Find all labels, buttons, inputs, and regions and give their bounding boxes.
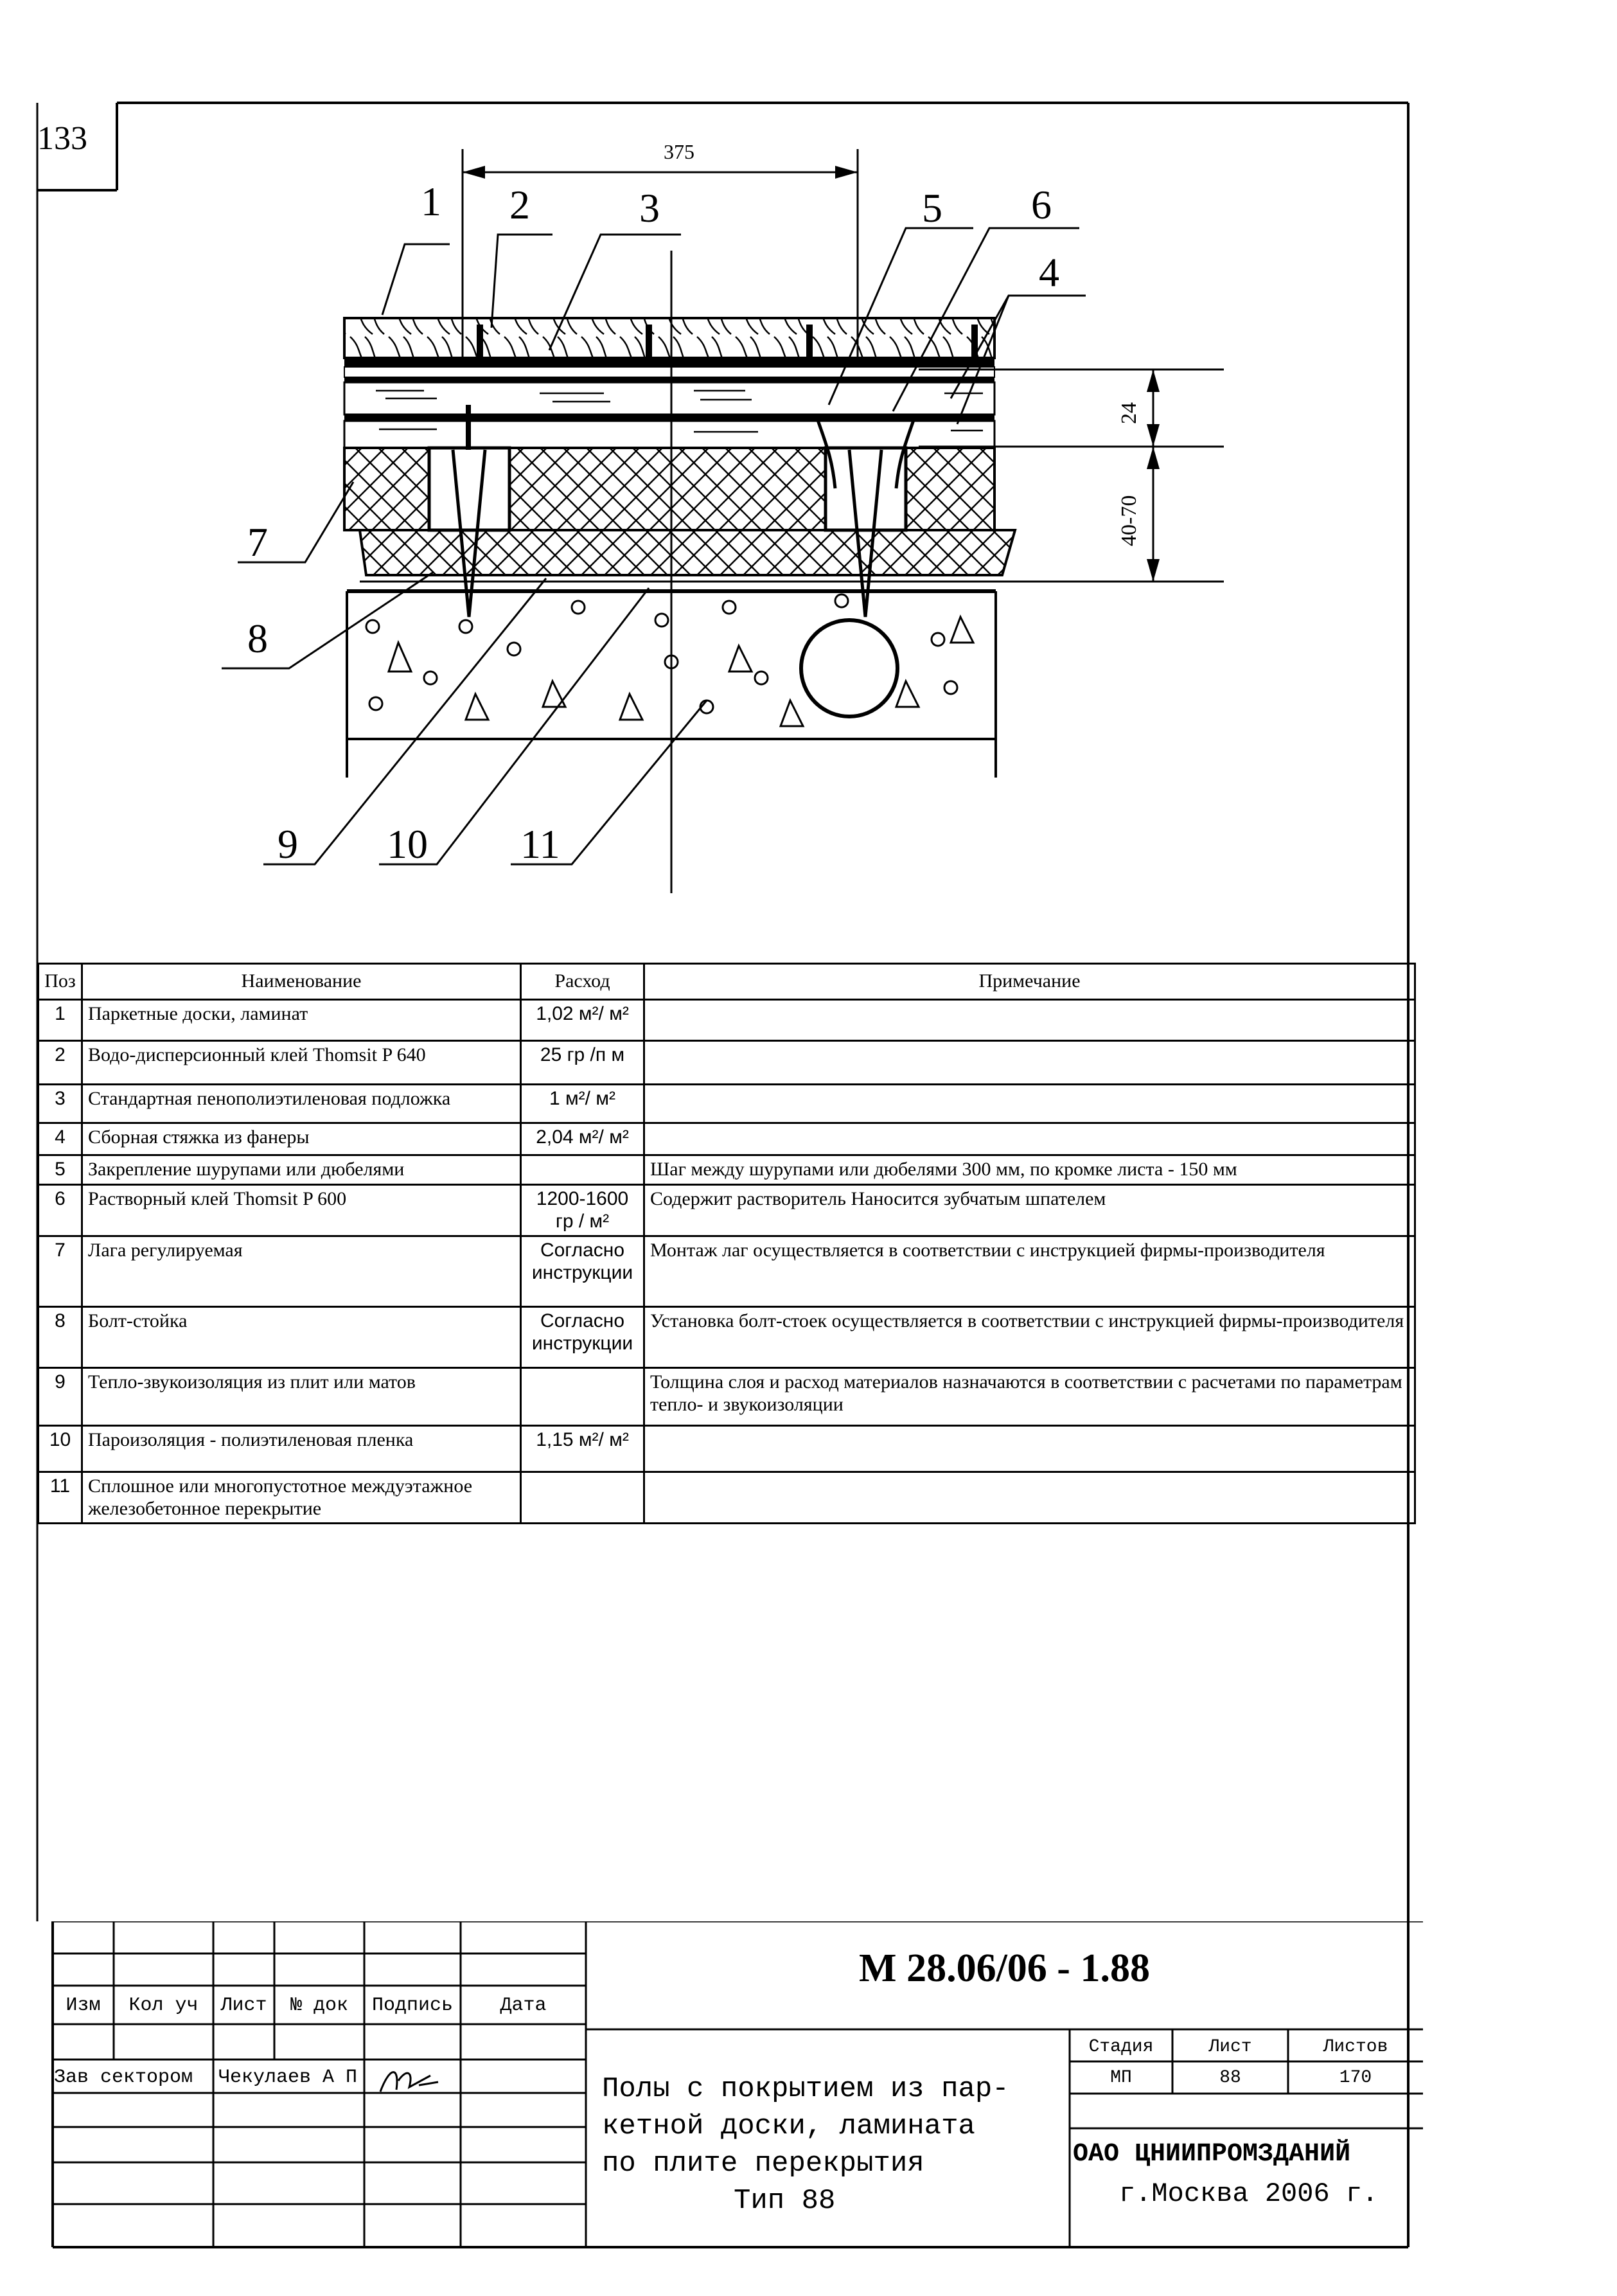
cell-note <box>644 1041 1415 1085</box>
cell-note <box>644 1472 1415 1524</box>
cell-rate: 1,15 м²/ м² <box>521 1426 644 1472</box>
parquet-layer <box>344 318 994 358</box>
stage-value: МП <box>1110 2068 1132 2088</box>
plywood-layer-bottom <box>344 421 994 448</box>
callout-3: 3 <box>639 185 660 231</box>
table-row <box>39 1041 1415 1085</box>
cell-name: Лага регулируемая <box>82 1236 521 1307</box>
cell-name: Водо-дисперсионный клей Thomsit P 640 <box>82 1041 521 1085</box>
lag-left <box>429 448 509 530</box>
cell-pos: 2 <box>39 1041 82 1085</box>
cell-note <box>644 1000 1415 1041</box>
sheet-value: 88 <box>1219 2068 1241 2088</box>
dim-375: 375 <box>664 140 694 163</box>
cell-name: Стандартная пенополиэтиленовая подложка <box>82 1085 521 1123</box>
table-row <box>39 1307 1415 1368</box>
slab-void <box>801 620 897 716</box>
title-line-3: по плите перекрытия <box>602 2148 924 2180</box>
cell-name: Сборная стяжка из фанеры <box>82 1123 521 1155</box>
cell-note: Содержит растворитель Наносится зубчатым шпателем <box>644 1185 1415 1236</box>
page-number: 133 <box>37 120 87 157</box>
callout-5: 5 <box>922 185 942 231</box>
cell-pos: 5 <box>39 1155 82 1185</box>
specification-table <box>37 963 1416 1524</box>
cell-rate: 1200-1600 гр / м² <box>521 1185 644 1236</box>
table-row <box>39 1000 1415 1041</box>
label-list: Лист <box>220 1995 267 2016</box>
header-name: Наименование <box>82 964 521 1000</box>
cell-rate: 1,02 м²/ м² <box>521 1000 644 1041</box>
title-line-1: Полы с покрытием из пар- <box>602 2073 1009 2105</box>
slab-aggregate <box>366 594 973 726</box>
table-header <box>39 964 1415 1000</box>
label-stage: Стадия <box>1088 2037 1154 2057</box>
cell-pos: 10 <box>39 1426 82 1472</box>
cell-pos: 9 <box>39 1368 82 1426</box>
header-note: Примечание <box>644 964 1415 1000</box>
cell-rate: Согласно инструкции <box>521 1307 644 1368</box>
cell-rate <box>521 1472 644 1524</box>
cell-pos: 11 <box>39 1472 82 1524</box>
sheets-value: 170 <box>1339 2068 1372 2088</box>
lag-base <box>360 530 1015 575</box>
header-rate: Расход <box>521 964 644 1000</box>
title-line-4: Тип 88 <box>734 2185 836 2217</box>
callout-6: 6 <box>1031 182 1052 227</box>
cell-note <box>644 1426 1415 1472</box>
org-name: ОАО ЦНИИПРОМЗДАНИЙ <box>1073 2140 1351 2169</box>
person-name: Чекулаев А П <box>218 2067 358 2088</box>
cell-note <box>644 1123 1415 1155</box>
dim-40-70: 40-70 <box>1117 495 1141 546</box>
callout-9: 9 <box>278 821 298 867</box>
cell-rate: 2,04 м²/ м² <box>521 1123 644 1155</box>
cell-note <box>644 1085 1415 1123</box>
table-row <box>39 1368 1415 1426</box>
cell-pos: 1 <box>39 1000 82 1041</box>
callout-7: 7 <box>247 519 268 565</box>
cell-note: Шаг между шурупами или дюбелями 300 мм, по кромке листа - 150 мм <box>644 1155 1415 1185</box>
cell-rate: 1 м²/ м² <box>521 1085 644 1123</box>
callout-8: 8 <box>247 616 268 661</box>
callout-2: 2 <box>509 182 530 227</box>
cell-pos: 6 <box>39 1185 82 1236</box>
cell-note: Толщина слоя и расход материалов назначаются в соответствии с расчетами по параметрам тепло- и звукоизоляции <box>644 1368 1415 1426</box>
cell-name: Болт-стойка <box>82 1307 521 1368</box>
table-row <box>39 1426 1415 1472</box>
cell-name: Паркетные доски, ламинат <box>82 1000 521 1041</box>
plywood-layer-top <box>344 382 994 414</box>
cell-rate <box>521 1155 644 1185</box>
cell-name: Растворный клей Thomsit P 600 <box>82 1185 521 1236</box>
callout-4: 4 <box>1039 249 1059 295</box>
cell-note: Монтаж лаг осуществляется в соответствии с инструкцией фирмы-производителя <box>644 1236 1415 1307</box>
label-izm: Изм <box>66 1995 101 2016</box>
cell-note: Установка болт-стоек осуществляется в соответствии с инструкцией фирмы-производителя <box>644 1307 1415 1368</box>
table-row <box>39 1123 1415 1155</box>
cell-pos: 4 <box>39 1123 82 1155</box>
callout-11: 11 <box>520 821 560 867</box>
callout-1: 1 <box>421 179 441 224</box>
table-row <box>39 1236 1415 1307</box>
dim-24: 24 <box>1117 402 1141 424</box>
label-kol-uch: Кол уч <box>128 1995 199 2016</box>
cell-pos: 7 <box>39 1236 82 1307</box>
doc-title <box>602 2070 1009 2220</box>
table-row <box>39 1185 1415 1236</box>
cell-name: Закрепление шурупами или дюбелями <box>82 1155 521 1185</box>
underlay-layer <box>344 358 994 367</box>
cell-rate: 25 гр /п м <box>521 1041 644 1085</box>
cell-pos: 3 <box>39 1085 82 1123</box>
lag-right <box>826 448 906 530</box>
table-row <box>39 1155 1415 1185</box>
title-block <box>53 1921 1423 2246</box>
callout-10: 10 <box>387 821 428 867</box>
title-line-2: кетной доски, ламината <box>602 2110 975 2142</box>
table-row <box>39 1085 1415 1123</box>
label-doc-no: № док <box>290 1995 348 2016</box>
cell-name: Тепло-звукоизоляция из плит или матов <box>82 1368 521 1426</box>
cell-rate <box>521 1368 644 1426</box>
table-row <box>39 1472 1415 1524</box>
cell-name: Пароизоляция - полиэтиленовая пленка <box>82 1426 521 1472</box>
label-date: Дата <box>500 1995 547 2016</box>
role-zav-sektorom: Зав сектором <box>54 2067 193 2088</box>
label-signature: Подпись <box>371 1995 454 2016</box>
doc-code: М 28.06/06 - 1.88 <box>859 1946 1150 1990</box>
signature <box>380 2072 438 2092</box>
header-pos: Поз <box>39 964 82 1000</box>
label-sheet: Лист <box>1208 2037 1252 2057</box>
label-sheets: Листов <box>1323 2037 1388 2057</box>
cell-rate: Согласно инструкции <box>521 1236 644 1307</box>
cell-name: Сплошное или многопустотное междуэтажное железобетонное перекрытие <box>82 1472 521 1524</box>
org-city: г.Москва 2006 г. <box>1119 2178 1379 2209</box>
cell-pos: 8 <box>39 1307 82 1368</box>
